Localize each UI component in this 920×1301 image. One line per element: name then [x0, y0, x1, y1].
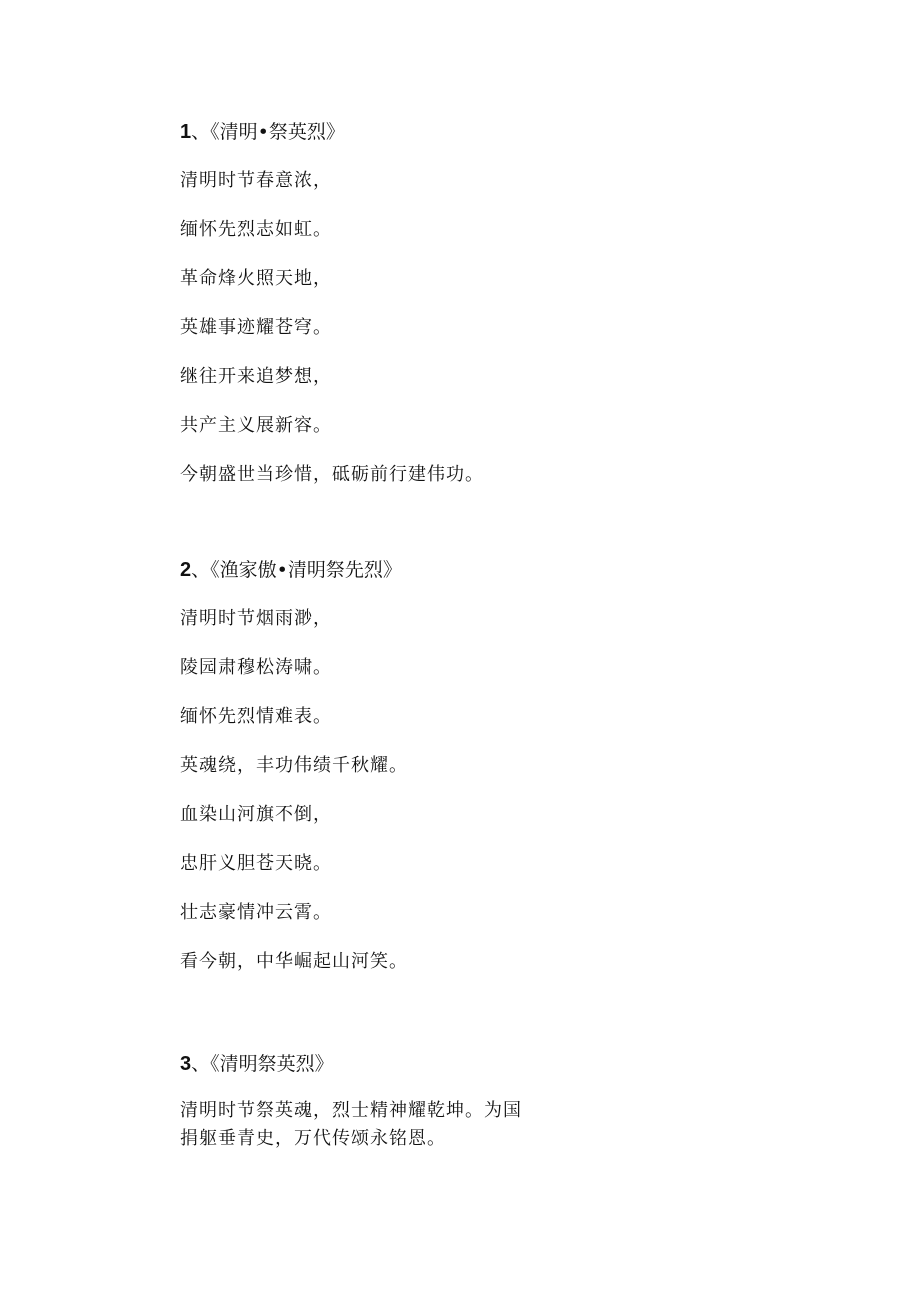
poem-title-text: 《清明祭英烈》: [210, 1053, 334, 1075]
poem-line: 陵园肃穆松涛啸。: [180, 657, 332, 678]
poem-line: 英雄事迹耀苍穹。: [180, 317, 332, 338]
poem-number: 1: [180, 121, 192, 143]
poem-line: 今朝盛世当珍惜，砥砺前行建伟功。: [180, 464, 484, 485]
poem-1: [180, 120, 740, 487]
poem-line: 血染山河旗不倒，: [180, 804, 332, 825]
poem-line: 缅怀先烈情难表。: [180, 706, 332, 727]
poem-title-text: 《清明•祭英烈》: [210, 121, 345, 143]
poem-line: 忠肝义胆苍天晓。: [180, 853, 332, 874]
poem-line: 看今朝，中华崛起山河笑。: [180, 951, 408, 972]
poem-line: 壮志豪情冲云霄。: [180, 902, 332, 923]
poem-3: [180, 1052, 740, 1153]
poem-title-text: 《渔家傲•清明祭先烈》: [210, 559, 402, 581]
poem-title: [180, 558, 740, 582]
poem-number: 3: [180, 1053, 192, 1075]
poem-line: 共产主义展新容。: [180, 415, 332, 436]
poem-paragraph: 清明时节祭英魂，烈士精神耀乾坤。为国捐躯垂青史，万代传颂永铭恩。: [180, 1100, 522, 1149]
poem-line: 缅怀先烈志如虹。: [180, 219, 332, 240]
poem-2: [180, 558, 740, 974]
poem-line: 清明时节春意浓，: [180, 170, 332, 191]
poem-line: 清明时节烟雨渺，: [180, 608, 332, 629]
poem-title: [180, 1052, 740, 1076]
title-separator: 、: [191, 1053, 211, 1075]
poem-line: 革命烽火照天地，: [180, 268, 332, 289]
poem-number: 2: [180, 559, 192, 581]
title-separator: 、: [191, 559, 211, 581]
poem-line: 英魂绕，丰功伟绩千秋耀。: [180, 755, 408, 776]
title-separator: 、: [191, 121, 211, 143]
poem-line: 继往开来追梦想，: [180, 366, 332, 387]
poem-title: [180, 120, 740, 144]
